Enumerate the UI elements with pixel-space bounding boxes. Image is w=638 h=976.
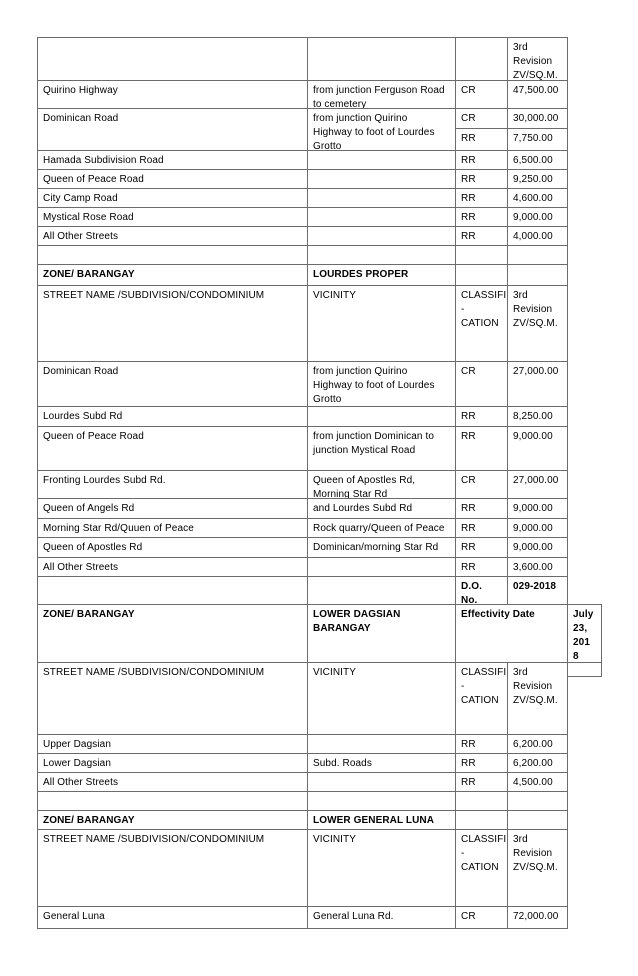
section1-row-classification: RR (455, 226, 508, 246)
dominican-road-classification-2: RR (455, 128, 508, 151)
section2-row-classification: RR (455, 557, 508, 577)
section4-vicinity-header: VICINITY (307, 829, 456, 907)
blank-cell (455, 264, 508, 286)
section3-street-header: STREET NAME /SUBDIVISION/CONDOMINIUM (37, 662, 308, 735)
section4-row-street: General Luna (37, 906, 308, 929)
section3-row-street: All Other Streets (37, 772, 308, 792)
section3-row-value: 4,500.00 (507, 772, 568, 792)
section1-row-value: 9,250.00 (507, 169, 568, 189)
section2-row-classification: RR (455, 518, 508, 538)
section4-classification-header: CLASSIFI -CATION (455, 829, 508, 907)
section3-row-street: Upper Dagsian (37, 734, 308, 754)
section4-rate-header: 3rd Revision ZV/SQ.M. (507, 829, 568, 907)
quirino-highway-row-street: Quirino Highway (37, 80, 308, 109)
section1-row-street: Mystical Rose Road (37, 207, 308, 227)
blank-row-value (507, 245, 568, 265)
section3-row-value: 6,200.00 (507, 734, 568, 754)
do-number: 029-2018 (507, 576, 568, 605)
blank-cell (455, 810, 508, 830)
section2-row-value: 27,000.00 (507, 470, 568, 499)
blank-row-classification (455, 245, 508, 265)
section4-row-classification: CR (455, 906, 508, 929)
section3-row-value: 6,200.00 (507, 753, 568, 773)
section2-row-classification: RR (455, 426, 508, 471)
blank-cell (37, 576, 308, 605)
section3-row-vicinity (307, 734, 456, 754)
section1-row-vicinity (307, 169, 456, 189)
blank-row-vicinity (307, 791, 456, 811)
dominican-road-vicinity: from junction Quirino Highway to foot of Lourdes Grotto (307, 108, 456, 151)
effectivity-date-label: Effectivity Date (455, 604, 568, 663)
section2-row-street: Fronting Lourdes Subd Rd. (37, 470, 308, 499)
section2-row-value: 9,000.00 (507, 518, 568, 538)
blank-row-value (507, 791, 568, 811)
section2-row-street: Lourdes Subd Rd (37, 406, 308, 427)
section2-row-vicinity: from junction Dominican to junction Mystical Road (307, 426, 456, 471)
section1-row-classification: RR (455, 188, 508, 208)
section2-row-value: 9,000.00 (507, 426, 568, 471)
blank-cell (507, 810, 568, 830)
section2-row-classification: RR (455, 406, 508, 427)
section2-row-street: Dominican Road (37, 361, 308, 407)
section3-row-vicinity: Subd. Roads (307, 753, 456, 773)
section2-row-street: All Other Streets (37, 557, 308, 577)
quirino-highway-row-classification: CR (455, 80, 508, 109)
section4-street-header: STREET NAME /SUBDIVISION/CONDOMINIUM (37, 829, 308, 907)
section1-row-street: All Other Streets (37, 226, 308, 246)
section3-row-classification: RR (455, 772, 508, 792)
blank-row-classification (455, 791, 508, 811)
section2-row-classification: CR (455, 470, 508, 499)
section2-row-street: Queen of Angels Rd (37, 498, 308, 519)
quirino-highway-row-vicinity: from junction Ferguson Road to cemetery (307, 80, 456, 109)
dominican-road-street: Dominican Road (37, 108, 308, 151)
dominican-road-value-2: 7,750.00 (507, 128, 568, 151)
section2-row-street: Queen of Apostles Rd (37, 537, 308, 558)
section3-rate-header: 3rd Revision ZV/SQ.M. (507, 662, 568, 735)
dominican-road-classification: CR (455, 108, 508, 129)
section1-row-vicinity (307, 150, 456, 170)
rate-column-header: 3rd Revision ZV/SQ.M. (507, 37, 568, 81)
section1-row-value: 4,000.00 (507, 226, 568, 246)
section2-row-classification: RR (455, 537, 508, 558)
section2-row-vicinity: and Lourdes Subd Rd (307, 498, 456, 519)
section1-row-value: 4,600.00 (507, 188, 568, 208)
section2-row-classification: RR (455, 498, 508, 519)
blank-header-cell (37, 37, 308, 81)
dominican-road-value: 30,000.00 (507, 108, 568, 129)
blank-cell (507, 264, 568, 286)
section1-row-street: Queen of Peace Road (37, 169, 308, 189)
section2-vicinity-header: VICINITY (307, 285, 456, 362)
section1-row-vicinity (307, 188, 456, 208)
section3-row-classification: RR (455, 734, 508, 754)
section1-row-vicinity (307, 226, 456, 246)
barangay-name: LOWER DAGSIAN BARANGAY (307, 604, 456, 663)
blank-cell (307, 576, 456, 605)
section3-row-classification: RR (455, 753, 508, 773)
section2-row-street: Queen of Peace Road (37, 426, 308, 471)
zone-label: ZONE/ BARANGAY (37, 604, 308, 663)
section2-rate-header: 3rd Revision ZV/SQ.M. (507, 285, 568, 362)
section1-row-classification: RR (455, 150, 508, 170)
section2-row-vicinity: Dominican/morning Star Rd (307, 537, 456, 558)
do-label: D.O. No. (455, 576, 508, 605)
blank-header-cell (455, 37, 508, 81)
blank-row-vicinity (307, 245, 456, 265)
section1-row-value: 6,500.00 (507, 150, 568, 170)
section3-row-street: Lower Dagsian (37, 753, 308, 773)
section2-row-classification: CR (455, 361, 508, 407)
section2-row-street: Morning Star Rd/Quuen of Peace (37, 518, 308, 538)
section1-row-vicinity (307, 207, 456, 227)
section3-row-vicinity (307, 772, 456, 792)
section2-row-vicinity (307, 557, 456, 577)
section2-row-value: 27,000.00 (507, 361, 568, 407)
section4-row-value: 72,000.00 (507, 906, 568, 929)
section1-row-street: City Camp Road (37, 188, 308, 208)
section2-row-vicinity: from junction Quirino Highway to foot of Lourdes Grotto (307, 361, 456, 407)
barangay-name: LOWER GENERAL LUNA (307, 810, 456, 830)
section2-row-value: 8,250.00 (507, 406, 568, 427)
section2-row-value: 9,000.00 (507, 498, 568, 519)
zone-label: ZONE/ BARANGAY (37, 810, 308, 830)
section1-row-classification: RR (455, 207, 508, 227)
section2-row-vicinity: Rock quarry/Queen of Peace (307, 518, 456, 538)
section1-row-street: Hamada Subdivision Road (37, 150, 308, 170)
section2-row-vicinity (307, 406, 456, 427)
blank-row-street (37, 245, 308, 265)
section1-row-classification: RR (455, 169, 508, 189)
section2-classification-header: CLASSIFI -CATION (455, 285, 508, 362)
section3-classification-header: CLASSIFI -CATION (455, 662, 508, 735)
blank-row-street (37, 791, 308, 811)
section2-row-value: 3,600.00 (507, 557, 568, 577)
section2-street-header: STREET NAME /SUBDIVISION/CONDOMINIUM (37, 285, 308, 362)
quirino-highway-row-value: 47,500.00 (507, 80, 568, 109)
section1-row-value: 9,000.00 (507, 207, 568, 227)
section4-row-vicinity: General Luna Rd. (307, 906, 456, 929)
section2-row-value: 9,000.00 (507, 537, 568, 558)
barangay-name: LOURDES PROPER (307, 264, 456, 286)
section3-vicinity-header: VICINITY (307, 662, 456, 735)
zone-label: ZONE/ BARANGAY (37, 264, 308, 286)
effectivity-date-value: July 23, 201 8 (567, 604, 602, 677)
blank-cell (567, 662, 602, 677)
blank-header-cell (307, 37, 456, 81)
section2-row-vicinity: Queen of Apostles Rd, Morning Star Rd (307, 470, 456, 499)
